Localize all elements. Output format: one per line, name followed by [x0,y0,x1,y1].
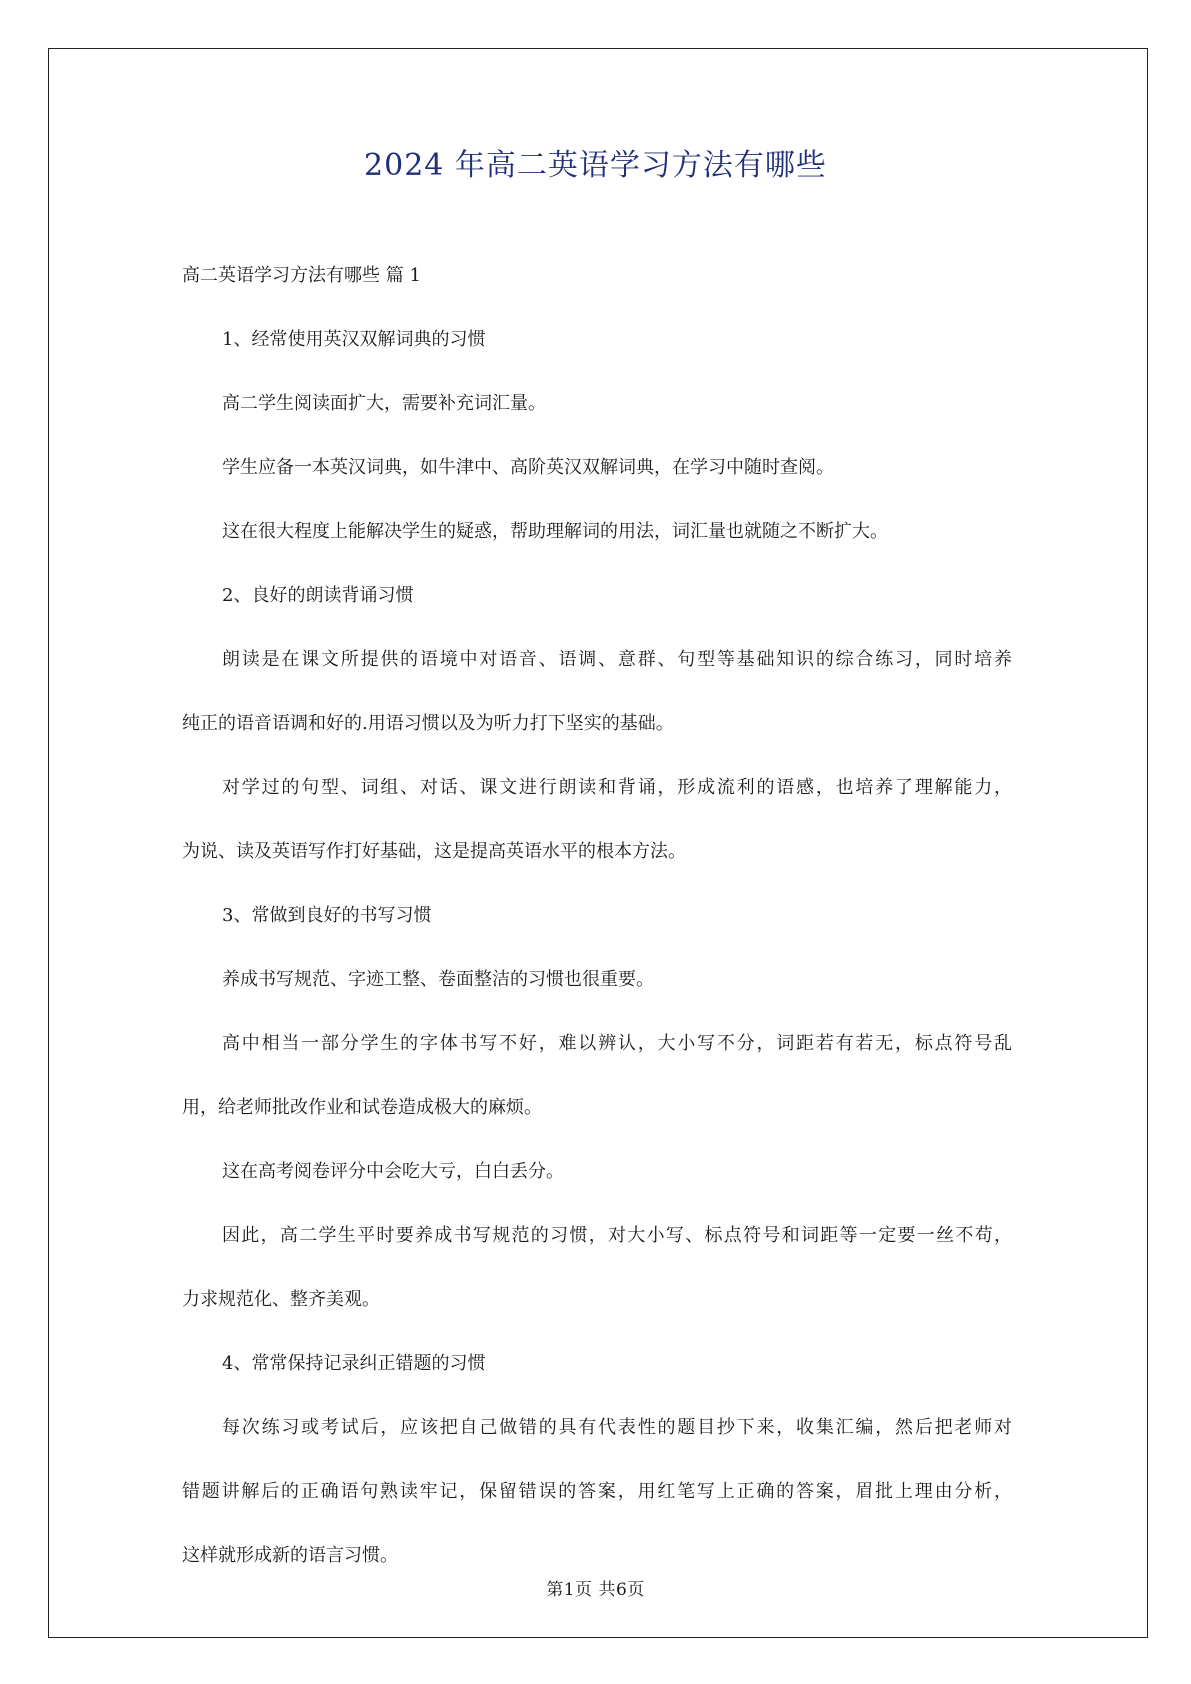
text-line: 对学过的句型、词组、对话、课文进行朗读和背诵，形成流利的语感，也培养了理解能力， [222,777,1012,798]
text-line: 每次练习或考试后，应该把自己做错的具有代表性的题目抄下来，收集汇编，然后把老师对 [222,1417,1012,1438]
text-line: 这样就形成新的语言习惯。 [182,1545,398,1566]
text-line: 朗读是在课文所提供的语境中对语音、语调、意群、句型等基础知识的综合练习，同时培养 [222,649,1012,670]
text-line: 养成书写规范、字迹工整、卷面整洁的习惯也很重要。 [222,969,654,990]
text-line: 错题讲解后的正确语句熟读牢记，保留错误的答案，用红笔写上正确的答案，眉批上理由分析， [182,1481,1012,1502]
text-line: 力求规范化、整齐美观。 [182,1289,380,1310]
page-footer: 第1页 共6页 [546,1580,645,1600]
text-line: 高二学生阅读面扩大，需要补充词汇量。 [222,393,546,414]
document-body [182,244,1012,1588]
text-line: 纯正的语音语调和好的.用语习惯以及为听力打下坚实的基础。 [182,713,674,734]
text-line: 学生应备一本英汉词典，如牛津中、高阶英汉双解词典，在学习中随时查阅。 [222,457,834,478]
text-line: 因此，高二学生平时要养成书写规范的习惯，对大小写、标点符号和词距等一定要一丝不苟， [222,1225,1012,1246]
text-line: 为说、读及英语写作打好基础，这是提高英语水平的根本方法。 [182,841,686,862]
text-line: 高二英语学习方法有哪些 篇 1 [182,265,421,286]
text-line: 3、常做到良好的书写习惯 [222,905,432,926]
text-line: 2、良好的朗读背诵习惯 [222,585,414,606]
text-line: 这在很大程度上能解决学生的疑惑，帮助理解词的用法，词汇量也就随之不断扩大。 [222,521,888,542]
text-line: 高中相当一部分学生的字体书写不好，难以辨认，大小写不分，词距若有若无，标点符号乱 [222,1033,1012,1054]
text-line: 这在高考阅卷评分中会吃大亏，白白丢分。 [222,1161,564,1182]
text-line: 4、常常保持记录纠正错题的习惯 [222,1353,486,1374]
text-line: 1、经常使用英汉双解词典的习惯 [222,329,486,350]
text-line: 用，给老师批改作业和试卷造成极大的麻烦。 [182,1097,542,1118]
document-title: 2024 年高二英语学习方法有哪些 [364,148,827,183]
